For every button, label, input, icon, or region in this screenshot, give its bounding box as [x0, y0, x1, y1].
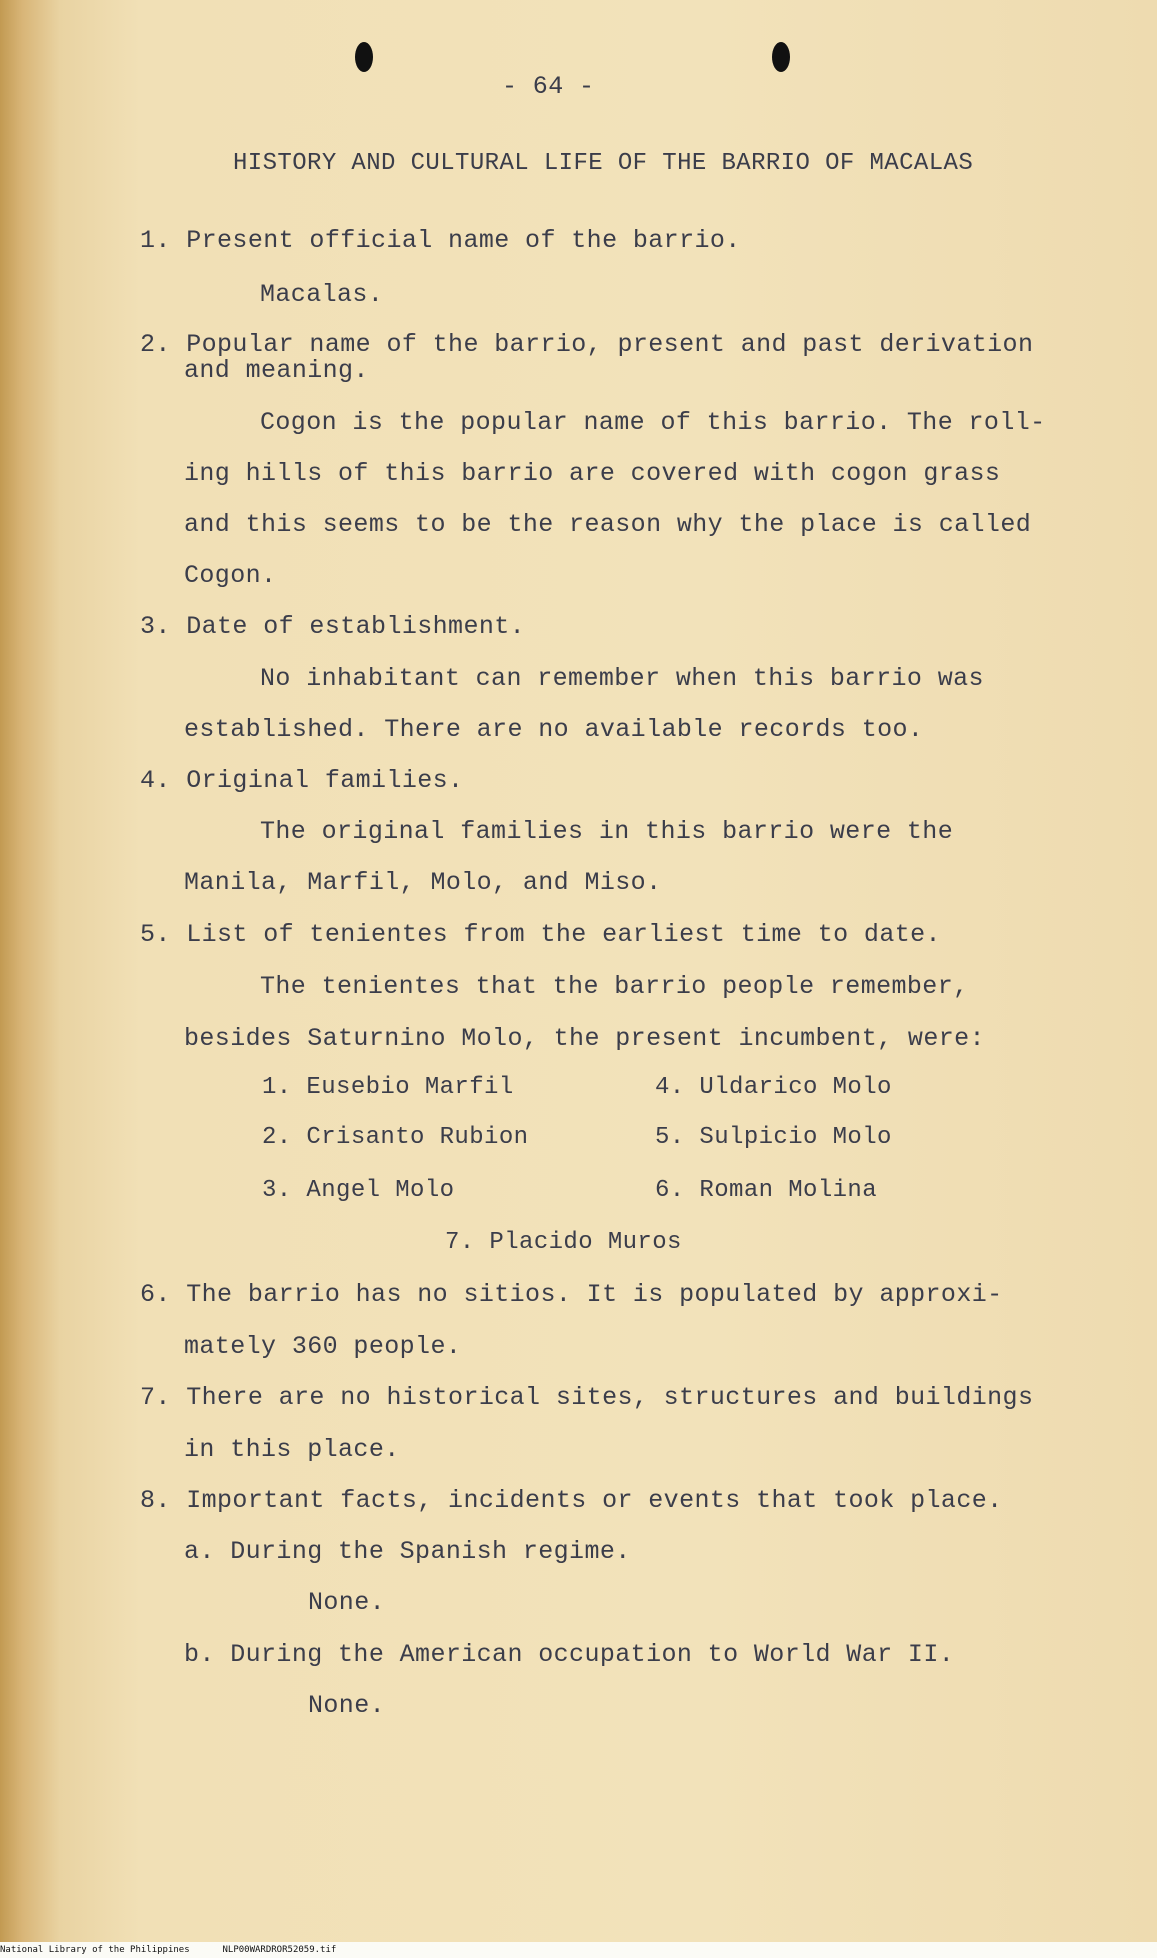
question-6-line-2: mately 360 people.: [184, 1332, 462, 1361]
answer-4-line-1: The original families in this barrio were the: [260, 817, 954, 846]
question-6-line-1: 6. The barrio has no sitios. It is populated by approxi-: [140, 1280, 1003, 1309]
teniente-list-item: 6. Roman Molina: [655, 1177, 878, 1204]
answer-2-line-1: Cogon is the popular name of this barrio. The roll-: [260, 408, 1046, 437]
answer-2-line-4: Cogon.: [184, 561, 277, 590]
answer-1: Macalas.: [260, 280, 384, 309]
page-number: - 64 -: [502, 72, 595, 101]
answer-5-line-1: The tenientes that the barrio people remember,: [260, 972, 969, 1001]
answer-4-line-2: Manila, Marfil, Molo, and Miso.: [184, 868, 662, 897]
question-2-line-2: and meaning.: [184, 356, 369, 385]
footer-library: National Library of the Philippines: [0, 1945, 190, 1955]
question-1: 1. Present official name of the barrio.: [140, 226, 741, 255]
answer-8a: None.: [308, 1588, 386, 1617]
question-3: 3. Date of establishment.: [140, 612, 526, 641]
question-7-line-2: in this place.: [184, 1435, 400, 1464]
scan-footer: [0, 1942, 1157, 1958]
teniente-list-item: 5. Sulpicio Molo: [655, 1124, 892, 1151]
answer-3-line-2: established. There are no available records too.: [184, 715, 924, 744]
question-7-line-1: 7. There are no historical sites, structures and buildings: [140, 1383, 1034, 1412]
page-title: HISTORY AND CULTURAL LIFE OF THE BARRIO OF MACALAS: [233, 150, 974, 177]
teniente-list-item: 7. Placido Muros: [445, 1229, 682, 1256]
question-8a: a. During the Spanish regime.: [184, 1537, 631, 1566]
teniente-list-item: 1. Eusebio Marfil: [262, 1074, 514, 1101]
question-8: 8. Important facts, incidents or events that took place.: [140, 1486, 1003, 1515]
punch-hole: [772, 42, 790, 72]
teniente-list-item: 4. Uldarico Molo: [655, 1074, 892, 1101]
question-2-line-1: 2. Popular name of the barrio, present and past derivation: [140, 330, 1034, 359]
answer-2-line-3: and this seems to be the reason why the place is called: [184, 510, 1032, 539]
question-4: 4. Original families.: [140, 766, 464, 795]
answer-3-line-1: No inhabitant can remember when this barrio was: [260, 664, 984, 693]
teniente-list-item: 3. Angel Molo: [262, 1177, 455, 1204]
question-8b: b. During the American occupation to World War II.: [184, 1640, 955, 1669]
teniente-list-item: 2. Crisanto Rubion: [262, 1124, 529, 1151]
footer-filename: NLP00WARDROR52059.tif: [222, 1945, 337, 1955]
answer-8b: None.: [308, 1691, 386, 1720]
answer-2-line-2: ing hills of this barrio are covered with cogon grass: [184, 459, 1001, 488]
answer-5-line-2: besides Saturnino Molo, the present incumbent, were:: [184, 1024, 985, 1053]
question-5: 5. List of tenientes from the earliest time to date.: [140, 920, 941, 949]
punch-hole: [355, 42, 373, 72]
